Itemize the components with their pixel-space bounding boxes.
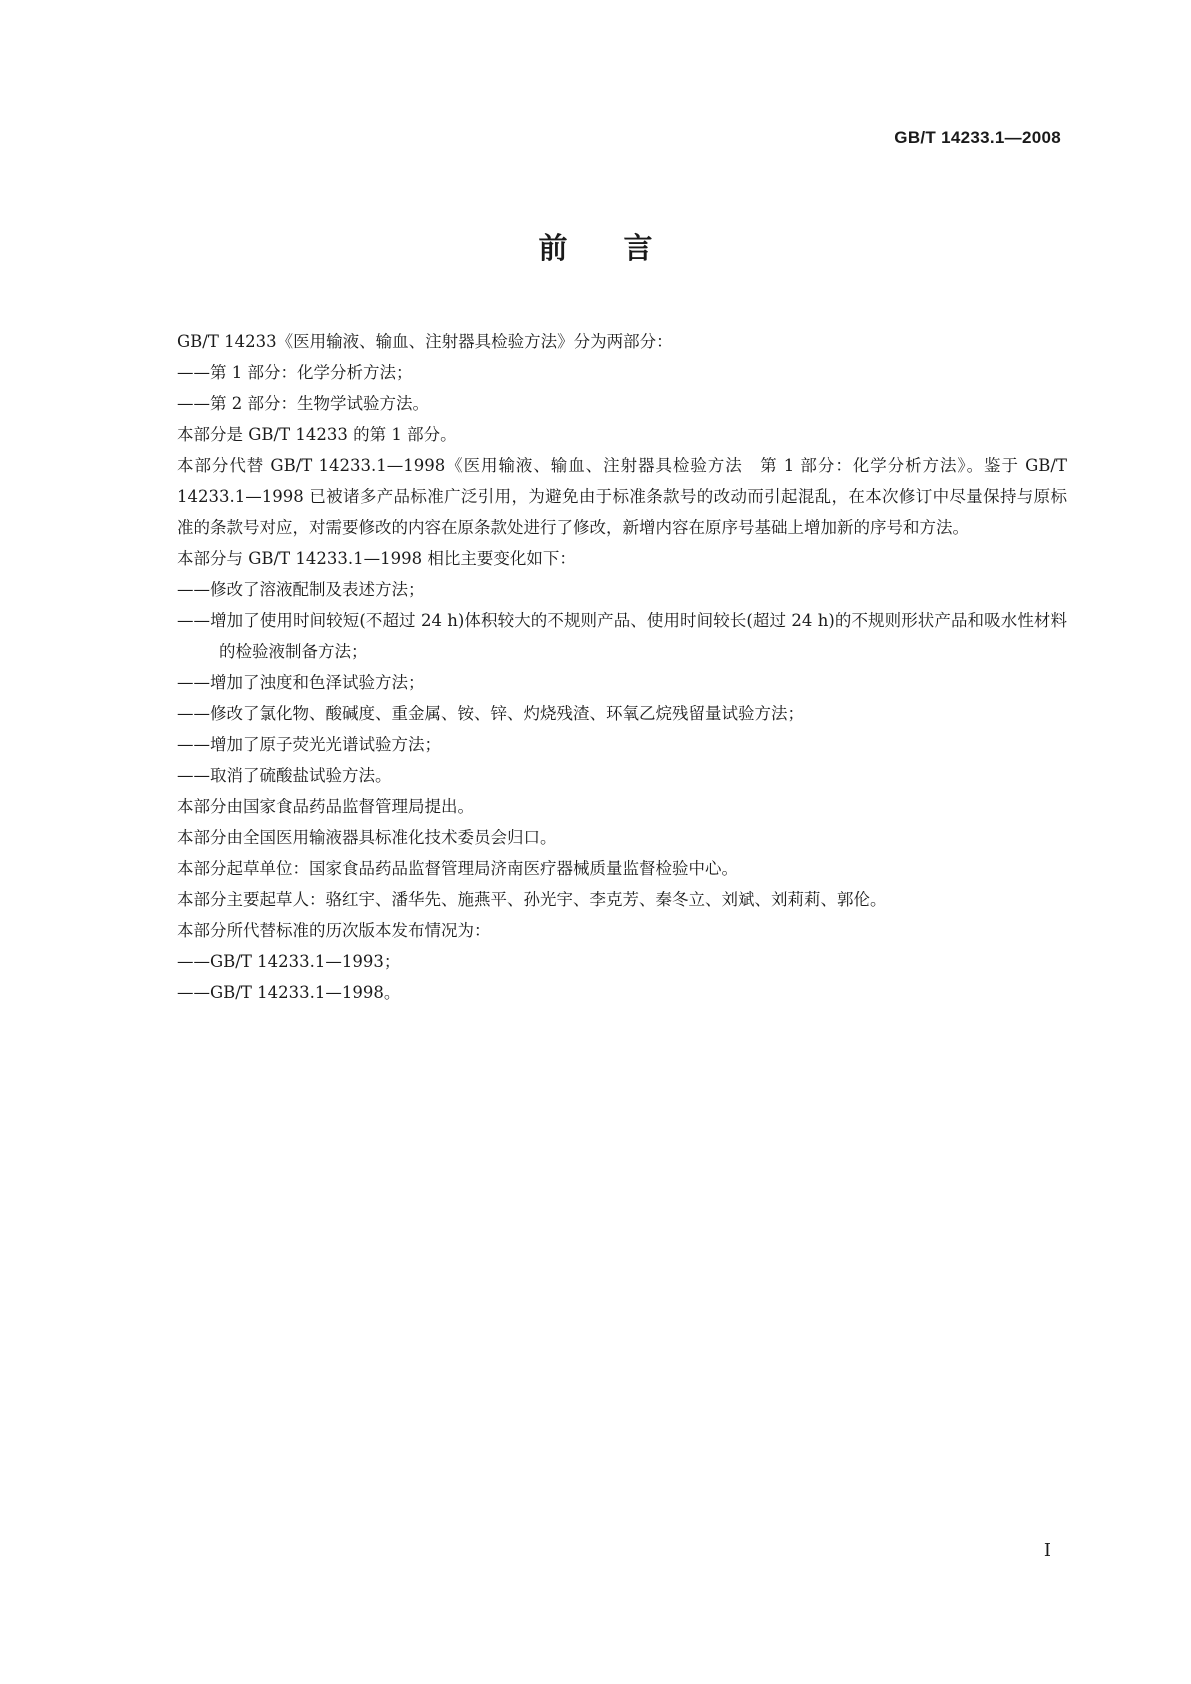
paragraph: 本部分是 GB/T 14233 的第 1 部分。 — [177, 425, 457, 444]
list-item: ——GB/T 14233.1—1993； — [177, 952, 401, 971]
paragraph: 本部分主要起草人：骆红宇、潘华先、施燕平、孙光宇、李克芳、秦冬立、刘斌、刘莉莉、郭伦。 — [177, 890, 887, 909]
page-number: I — [1043, 1540, 1051, 1561]
list-item: ——增加了浊度和色泽试验方法； — [177, 673, 425, 692]
list-item: ——第 1 部分：化学分析方法； — [177, 363, 413, 382]
list-item: ——增加了原子荧光光谱试验方法； — [177, 735, 441, 754]
list-item: ——取消了硫酸盐试验方法。 — [177, 766, 392, 785]
paragraph: GB/T 14233《医用输液、输血、注射器具检验方法》分为两部分： — [177, 332, 673, 351]
paragraph: 本部分起草单位：国家食品药品监督管理局济南医疗器械质量监督检验中心。 — [177, 859, 738, 878]
page-title: 前言 — [538, 231, 709, 265]
standard-code: GB/T 14233.1—2008 — [894, 128, 1061, 147]
paragraph: 本部分由国家食品药品监督管理局提出。 — [177, 797, 474, 816]
list-item: ——GB/T 14233.1—1998。 — [177, 983, 401, 1002]
paragraph: 本部分所代替标准的历次版本发布情况为： — [177, 921, 491, 940]
paragraph: 本部分由全国医用输液器具标准化技术委员会归口。 — [177, 828, 557, 847]
list-item: ——修改了氯化物、酸碱度、重金属、铵、锌、灼烧残渣、环氧乙烷残留量试验方法； — [177, 704, 804, 723]
list-item: ——修改了溶液配制及表述方法； — [177, 580, 425, 599]
list-item: ——第 2 部分：生物学试验方法。 — [177, 394, 429, 413]
foreword-body — [177, 326, 1067, 1008]
list-item: ——增加了使用时间较短(不超过 24 h)体积较大的不规则产品、使用时间较长(超过 24 h)的不规则形状产品和吸水性材料的检验液制备方法； — [177, 611, 1067, 661]
paragraph: 本部分代替 GB/T 14233.1—1998《医用输液、输血、注射器具检验方法 第 1 部分：化学分析方法》。鉴于 GB/T 14233.1—1998 已被诸多产品标准广泛引用，为避免由于标准条款号的改动而引起混乱，在本次修订中尽量保持与原标准的条款号对应，对需要修改的内容在原条款处进行了修改，新增内容在原序号基础上增加新的序号和方法。 — [177, 456, 1067, 537]
paragraph: 本部分与 GB/T 14233.1—1998 相比主要变化如下： — [177, 549, 576, 568]
